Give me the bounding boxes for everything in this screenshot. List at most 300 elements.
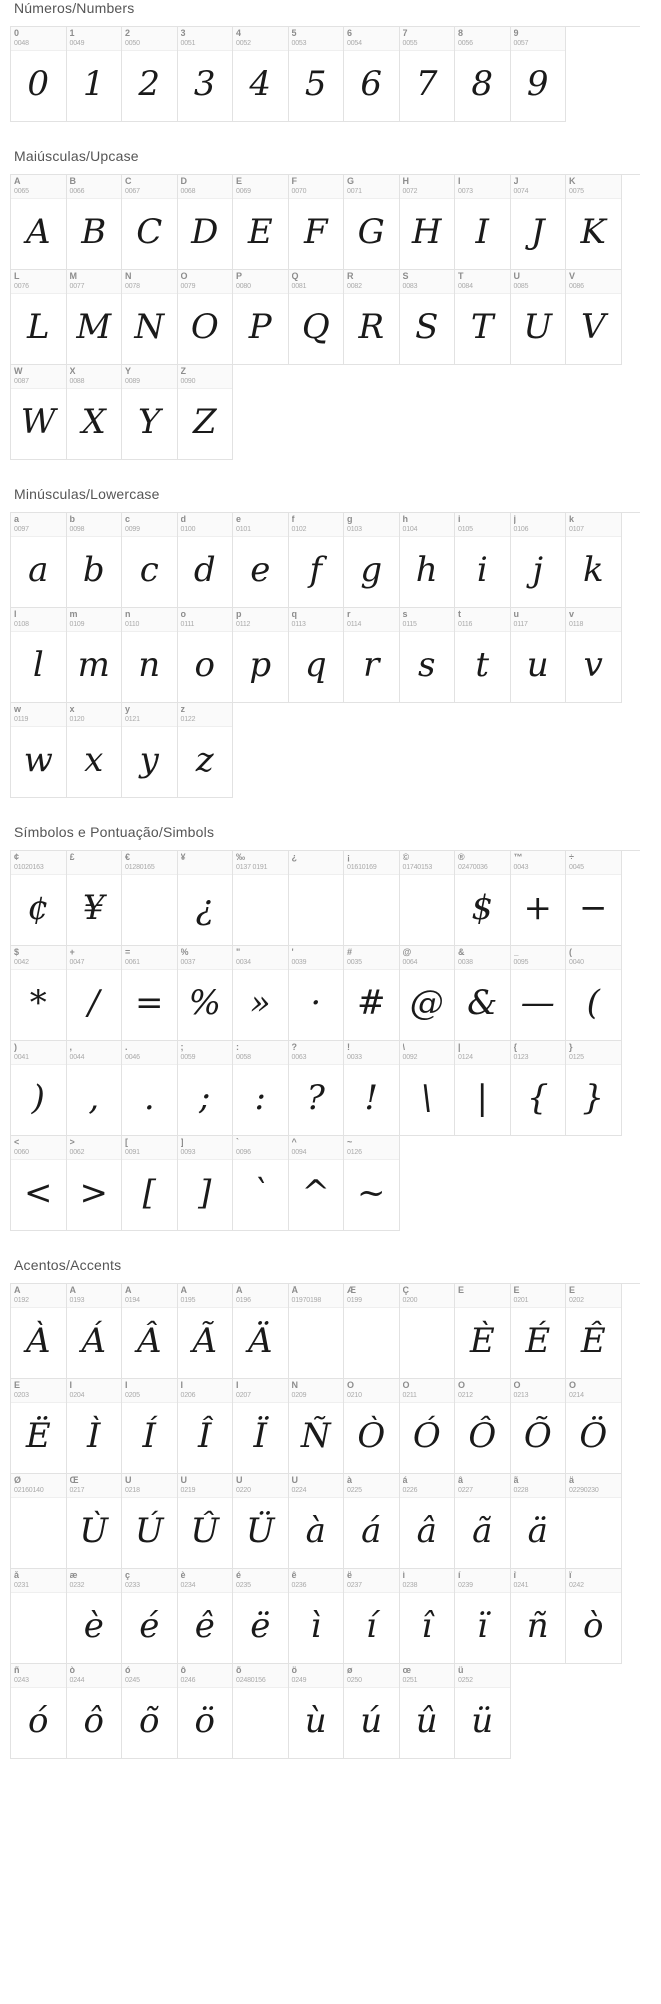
glyph-cell[interactable]: [289, 270, 345, 365]
glyph-preview: 4: [249, 64, 272, 104]
glyph-cell-header: [344, 946, 399, 970]
glyph-preview: $: [471, 888, 494, 928]
glyph-char-label: Q: [291, 272, 299, 281]
glyph-cell[interactable]: [400, 1379, 456, 1474]
glyph-cell-header: [566, 1569, 621, 1593]
glyph-cell[interactable]: [289, 608, 345, 703]
glyph-preview: Õ: [523, 1416, 552, 1456]
glyph-cell[interactable]: [289, 1041, 345, 1136]
glyph-cell[interactable]: [67, 1136, 123, 1231]
glyph-cell[interactable]: [67, 513, 123, 608]
glyph-char-code: 0250: [347, 1677, 362, 1684]
glyph-cell[interactable]: [344, 270, 400, 365]
glyph-preview: >: [79, 1173, 108, 1213]
glyph-cell[interactable]: [67, 1569, 123, 1664]
glyph-cell[interactable]: [400, 1569, 456, 1664]
glyph-cell[interactable]: [233, 1041, 289, 1136]
glyph-char-label: ë: [347, 1571, 353, 1580]
glyph-cell-header: [11, 365, 66, 389]
glyph-section: [0, 0, 661, 122]
glyph-char-code: 0123: [513, 1054, 529, 1061]
glyph-cell-header: [344, 1136, 399, 1160]
glyph-char-code: 0044: [69, 1054, 85, 1061]
glyph-preview: Ó: [412, 1416, 441, 1456]
glyph-preview: [566, 1498, 621, 1568]
glyph-cell[interactable]: [122, 1664, 178, 1759]
glyph-cell[interactable]: [344, 27, 400, 122]
glyph-char-code: 0226: [402, 1487, 418, 1494]
glyph-cell[interactable]: [455, 608, 511, 703]
glyph-cell-header: [400, 1379, 455, 1403]
glyph-cell[interactable]: [455, 175, 511, 270]
glyph-cell[interactable]: [233, 946, 289, 1041]
glyph-char-code: 0051: [180, 40, 196, 47]
glyph-cell[interactable]: [344, 946, 400, 1041]
glyph-cell[interactable]: [289, 1284, 345, 1379]
glyph-char-label: ™: [513, 853, 523, 862]
glyph-cell[interactable]: [455, 270, 511, 365]
glyph-cell[interactable]: [233, 1379, 289, 1474]
glyph-char-label: n: [125, 610, 131, 619]
glyph-char-label: å: [14, 1571, 20, 1580]
glyph-cell[interactable]: [511, 270, 567, 365]
glyph-cell[interactable]: [178, 851, 234, 946]
glyph-preview: −: [579, 888, 608, 928]
glyph-cell[interactable]: [344, 1664, 400, 1759]
glyph-char-code: 0049: [69, 40, 85, 47]
glyph-char-label: ®: [458, 853, 465, 862]
glyph-cell-header: [511, 851, 566, 875]
glyph-cell[interactable]: [11, 513, 67, 608]
glyph-char-code: 0045: [569, 864, 584, 871]
glyph-preview: :: [254, 1078, 266, 1118]
glyph-cell[interactable]: [400, 851, 456, 946]
glyph-cell[interactable]: [455, 1664, 511, 1759]
glyph-cell[interactable]: [344, 851, 400, 946]
glyph-preview: =: [135, 983, 164, 1023]
glyph-preview: ~: [357, 1173, 386, 1213]
glyph-char-label: v: [569, 610, 575, 619]
glyph-cell[interactable]: [511, 608, 567, 703]
glyph-cell[interactable]: [11, 946, 67, 1041]
glyph-cell-header: [455, 851, 510, 875]
glyph-preview: o: [194, 645, 215, 685]
glyph-cell[interactable]: [11, 27, 67, 122]
glyph-preview: !: [364, 1078, 379, 1118]
glyph-cell[interactable]: [400, 946, 456, 1041]
glyph-preview: z: [195, 740, 214, 780]
glyph-cell[interactable]: [344, 608, 400, 703]
glyph-cell[interactable]: [122, 1474, 178, 1569]
glyph-cell[interactable]: [566, 513, 622, 608]
glyph-char-code: 0071: [347, 188, 362, 195]
glyph-cell[interactable]: [400, 1041, 456, 1136]
glyph-cell[interactable]: [11, 175, 67, 270]
glyph-cell[interactable]: [122, 851, 178, 946]
glyph-cell[interactable]: [67, 608, 123, 703]
glyph-cell-header: [178, 270, 233, 294]
glyph-cell[interactable]: [511, 1284, 567, 1379]
glyph-char-label: Ê: [569, 1286, 576, 1295]
glyph-cell[interactable]: [400, 175, 456, 270]
glyph-cell[interactable]: [233, 1664, 289, 1759]
glyph-char-label: Ï: [236, 1381, 239, 1390]
glyph-char-label: Ì: [69, 1381, 73, 1390]
glyph-preview: A: [25, 212, 51, 252]
glyph-cell[interactable]: [67, 365, 123, 460]
glyph-cell[interactable]: [289, 27, 345, 122]
glyph-cell[interactable]: [566, 1474, 622, 1569]
glyph-cell[interactable]: [289, 1474, 345, 1569]
glyph-cell[interactable]: [233, 27, 289, 122]
glyph-cell[interactable]: [67, 1041, 123, 1136]
glyph-cell[interactable]: [178, 1664, 234, 1759]
glyph-preview: ¥: [82, 888, 105, 928]
glyph-cell[interactable]: [511, 1379, 567, 1474]
glyph-cell[interactable]: [566, 1379, 622, 1474]
glyph-cell-header: [178, 175, 233, 199]
glyph-cell[interactable]: [289, 1569, 345, 1664]
glyph-cell[interactable]: [455, 27, 511, 122]
glyph-cell[interactable]: [178, 270, 234, 365]
glyph-cell-header: [11, 1379, 66, 1403]
glyph-cell[interactable]: [178, 1474, 234, 1569]
glyph-preview: I: [475, 212, 489, 252]
glyph-cell-header: [233, 1474, 288, 1498]
glyph-char-code: 02470036: [458, 864, 488, 871]
section-title: Maiúsculas/Upcase: [14, 148, 139, 164]
glyph-cell[interactable]: [344, 175, 400, 270]
glyph-cell[interactable]: [511, 513, 567, 608]
glyph-char-label: Ú: [180, 1476, 187, 1485]
glyph-preview: Ë: [25, 1416, 51, 1456]
glyph-char-code: 0109: [69, 621, 85, 628]
glyph-cell-header: [67, 1136, 122, 1160]
glyph-cell[interactable]: [566, 946, 622, 1041]
glyph-char-label: h: [402, 515, 408, 524]
glyph-cell-header: [122, 1379, 177, 1403]
glyph-char-code: 0097: [14, 526, 29, 533]
glyph-char-code: 0080: [236, 283, 251, 290]
glyph-preview: p: [249, 645, 272, 685]
glyph-cell[interactable]: [511, 27, 567, 122]
glyph-cell[interactable]: [178, 1041, 234, 1136]
glyph-cell[interactable]: [122, 27, 178, 122]
glyph-cell[interactable]: [289, 1379, 345, 1474]
glyph-char-label: }: [569, 1043, 573, 1052]
glyph-cell[interactable]: [566, 851, 622, 946]
glyph-cell-header: [511, 608, 566, 632]
glyph-char-label: k: [569, 515, 575, 524]
glyph-preview: l: [32, 645, 44, 685]
glyph-char-label: æ: [69, 1571, 78, 1580]
glyph-cell[interactable]: [67, 1474, 123, 1569]
glyph-cell-header: [233, 946, 288, 970]
glyph-cell[interactable]: [122, 1569, 178, 1664]
glyph-char-code: 01970198: [291, 1297, 322, 1304]
glyph-cell[interactable]: [178, 946, 234, 1041]
glyph-cell[interactable]: [344, 513, 400, 608]
glyph-cell[interactable]: [289, 851, 345, 946]
glyph-cell-header: [178, 365, 233, 389]
glyph-cell-header: [455, 608, 510, 632]
glyph-cell-header: [344, 1379, 399, 1403]
glyph-cell[interactable]: [455, 1474, 511, 1569]
glyph-cell[interactable]: [400, 608, 456, 703]
glyph-preview: w: [23, 740, 53, 780]
glyph-char-label: ]: [180, 1138, 184, 1147]
glyph-cell[interactable]: [400, 270, 456, 365]
glyph-char-label: 4: [236, 29, 242, 38]
glyph-cell-header: [122, 27, 177, 51]
glyph-cell[interactable]: [455, 1284, 511, 1379]
glyph-preview: [400, 875, 455, 945]
glyph-char-code: 01020163: [14, 864, 44, 871]
glyph-cell[interactable]: [289, 513, 345, 608]
glyph-char-code: 0237: [347, 1582, 362, 1589]
glyph-char-label: Ñ: [291, 1381, 298, 1390]
glyph-cell[interactable]: [178, 365, 234, 460]
glyph-preview: [: [142, 1173, 156, 1213]
glyph-cell[interactable]: [511, 175, 567, 270]
glyph-cell[interactable]: [178, 608, 234, 703]
glyph-cell[interactable]: [566, 175, 622, 270]
glyph-cell[interactable]: [233, 1474, 289, 1569]
glyph-cell[interactable]: [233, 1136, 289, 1231]
glyph-preview: Ô: [468, 1416, 497, 1456]
glyph-preview: Â: [136, 1321, 162, 1361]
glyph-cell[interactable]: [178, 1569, 234, 1664]
glyph-char-label: Û: [236, 1476, 243, 1485]
glyph-cell[interactable]: [178, 1136, 234, 1231]
glyph-cell[interactable]: [122, 1041, 178, 1136]
glyph-cell[interactable]: [122, 946, 178, 1041]
glyph-preview: Ö: [579, 1416, 608, 1456]
glyph-cell[interactable]: [400, 1284, 456, 1379]
glyph-preview: 1: [82, 64, 105, 104]
glyph-cell[interactable]: [178, 513, 234, 608]
glyph-preview: [122, 875, 177, 945]
glyph-cell[interactable]: [11, 1474, 67, 1569]
glyph-cell[interactable]: [122, 175, 178, 270]
glyph-preview: 7: [415, 64, 438, 104]
glyph-cell[interactable]: [566, 270, 622, 365]
glyph-cell[interactable]: [289, 175, 345, 270]
glyph-cell[interactable]: [344, 1379, 400, 1474]
glyph-char-label: o: [180, 610, 186, 619]
glyph-cell[interactable]: [11, 703, 67, 798]
glyph-cell[interactable]: [455, 1569, 511, 1664]
glyph-cell[interactable]: [289, 1136, 345, 1231]
glyph-cell-header: [67, 946, 122, 970]
glyph-char-code: 0084: [458, 283, 473, 290]
glyph-cell-header: [122, 608, 177, 632]
glyph-char-code: 0117: [513, 621, 528, 628]
glyph-cell[interactable]: [233, 1569, 289, 1664]
glyph-cell[interactable]: [511, 946, 567, 1041]
glyph-preview: ã: [472, 1511, 493, 1551]
glyph-cell[interactable]: [233, 851, 289, 946]
glyph-preview: x: [84, 740, 104, 780]
glyph-preview: M: [76, 307, 112, 347]
glyph-cell[interactable]: [344, 1284, 400, 1379]
glyph-char-code: 0079: [180, 283, 196, 290]
glyph-cell[interactable]: [233, 175, 289, 270]
glyph-cell[interactable]: [11, 1569, 67, 1664]
glyph-cell-header: [233, 27, 288, 51]
glyph-cell[interactable]: [122, 703, 178, 798]
glyph-cell[interactable]: [566, 608, 622, 703]
glyph-section: [0, 824, 661, 1231]
glyph-cell[interactable]: [344, 1569, 400, 1664]
glyph-cell[interactable]: [67, 270, 123, 365]
glyph-cell-header: [511, 175, 566, 199]
glyph-char-label: 2: [125, 29, 131, 38]
glyph-preview: ·: [310, 983, 322, 1023]
glyph-char-code: 0106: [513, 526, 529, 533]
glyph-char-code: 0217: [69, 1487, 85, 1494]
glyph-cell[interactable]: [67, 1664, 123, 1759]
glyph-cell-header: [11, 1284, 66, 1308]
glyph-cell[interactable]: [400, 1664, 456, 1759]
glyph-cell[interactable]: [178, 703, 234, 798]
glyph-preview: +: [523, 888, 552, 928]
glyph-cell[interactable]: [178, 1284, 234, 1379]
glyph-cell-header: [289, 1284, 344, 1308]
glyph-preview: È: [469, 1321, 495, 1361]
glyph-char-code: 0192: [14, 1297, 29, 1304]
glyph-cell[interactable]: [233, 608, 289, 703]
glyph-char-code: 02160140: [14, 1487, 44, 1494]
glyph-char-label: A: [14, 177, 21, 186]
glyph-char-label: {: [513, 1043, 518, 1052]
glyph-preview: `: [251, 1173, 269, 1213]
glyph-cell[interactable]: [400, 27, 456, 122]
glyph-preview: @: [409, 983, 444, 1023]
glyph-cell[interactable]: [67, 27, 123, 122]
glyph-cell-header: [178, 27, 233, 51]
glyph-cell[interactable]: [566, 1284, 622, 1379]
glyph-cell-header: [11, 851, 66, 875]
glyph-cell-header: [566, 1284, 621, 1308]
glyph-cell[interactable]: [122, 270, 178, 365]
glyph-cell[interactable]: [67, 175, 123, 270]
glyph-cell[interactable]: [233, 270, 289, 365]
glyph-preview: 8: [471, 64, 494, 104]
glyph-char-code: 0206: [180, 1392, 196, 1399]
glyph-cell[interactable]: [511, 1569, 567, 1664]
glyph-cell-header: [566, 946, 621, 970]
glyph-preview: ï: [476, 1606, 488, 1646]
glyph-char-code: 0103: [347, 526, 362, 533]
glyph-cell[interactable]: [11, 608, 67, 703]
glyph-cell[interactable]: [344, 1474, 400, 1569]
glyph-char-code: 0245: [125, 1677, 140, 1684]
glyph-cell[interactable]: [233, 513, 289, 608]
glyph-char-code: 0202: [569, 1297, 584, 1304]
glyph-preview: —: [520, 983, 555, 1023]
glyph-cell[interactable]: [122, 1284, 178, 1379]
glyph-cell[interactable]: [511, 1474, 567, 1569]
glyph-cell-header: [455, 1379, 510, 1403]
glyph-char-code: 0075: [569, 188, 584, 195]
glyph-cell[interactable]: [455, 513, 511, 608]
glyph-cell[interactable]: [566, 1569, 622, 1664]
glyph-char-label: :: [236, 1043, 239, 1052]
glyph-char-code: 0126: [347, 1149, 362, 1156]
glyph-cell[interactable]: [233, 1284, 289, 1379]
glyph-preview: G: [357, 212, 385, 252]
glyph-cell-header: [566, 513, 621, 537]
glyph-cell[interactable]: [67, 1284, 123, 1379]
glyph-cell[interactable]: [455, 1041, 511, 1136]
glyph-cell[interactable]: [11, 365, 67, 460]
glyph-char-code: 0112: [236, 621, 251, 628]
glyph-cell[interactable]: [344, 1041, 400, 1136]
glyph-preview: v: [583, 645, 603, 685]
glyph-cell[interactable]: [122, 513, 178, 608]
glyph-cell[interactable]: [122, 1136, 178, 1231]
glyph-char-code: 0033: [347, 1054, 362, 1061]
glyph-cell[interactable]: [122, 608, 178, 703]
glyph-cell-header: [344, 1569, 399, 1593]
glyph-cell[interactable]: [400, 513, 456, 608]
glyph-cell[interactable]: [11, 1284, 67, 1379]
glyph-cell[interactable]: [400, 1474, 456, 1569]
glyph-cell[interactable]: [289, 946, 345, 1041]
glyph-preview: #: [357, 983, 386, 1023]
glyph-char-code: 0068: [180, 188, 196, 195]
glyph-cell[interactable]: [67, 1379, 123, 1474]
glyph-cell[interactable]: [11, 851, 67, 946]
glyph-cell[interactable]: [122, 365, 178, 460]
glyph-cell[interactable]: [122, 1379, 178, 1474]
glyph-char-label: Î: [180, 1381, 184, 1390]
glyph-cell-header: [511, 1569, 566, 1593]
glyph-cell[interactable]: [455, 1379, 511, 1474]
glyph-cell[interactable]: [67, 851, 123, 946]
glyph-preview: [11, 1498, 66, 1568]
glyph-cell-header: [11, 27, 66, 51]
glyph-cell[interactable]: [511, 1041, 567, 1136]
glyph-cell-header: [233, 1041, 288, 1065]
glyph-cell[interactable]: [344, 1136, 400, 1231]
glyph-char-label: W: [14, 367, 23, 376]
glyph-cell[interactable]: [11, 1041, 67, 1136]
glyph-preview: g: [360, 550, 383, 590]
glyph-cell[interactable]: [178, 175, 234, 270]
glyph-cell[interactable]: [178, 1379, 234, 1474]
glyph-cell-header: [400, 270, 455, 294]
glyph-cell[interactable]: [11, 1664, 67, 1759]
glyph-preview: ¿: [195, 888, 214, 928]
glyph-char-code: 0209: [291, 1392, 307, 1399]
glyph-char-code: 0242: [569, 1582, 584, 1589]
glyph-cell[interactable]: [289, 1664, 345, 1759]
glyph-cell[interactable]: [11, 1379, 67, 1474]
glyph-char-code: 0060: [14, 1149, 29, 1156]
glyph-cell[interactable]: [67, 946, 123, 1041]
glyph-cell[interactable]: [11, 1136, 67, 1231]
glyph-cell[interactable]: [511, 851, 567, 946]
glyph-cell[interactable]: [67, 703, 123, 798]
glyph-cell[interactable]: [455, 946, 511, 1041]
glyph-cell[interactable]: [455, 851, 511, 946]
glyph-char-label: C: [125, 177, 132, 186]
glyph-cell[interactable]: [566, 1041, 622, 1136]
glyph-cell[interactable]: [178, 27, 234, 122]
glyph-cell[interactable]: [11, 270, 67, 365]
